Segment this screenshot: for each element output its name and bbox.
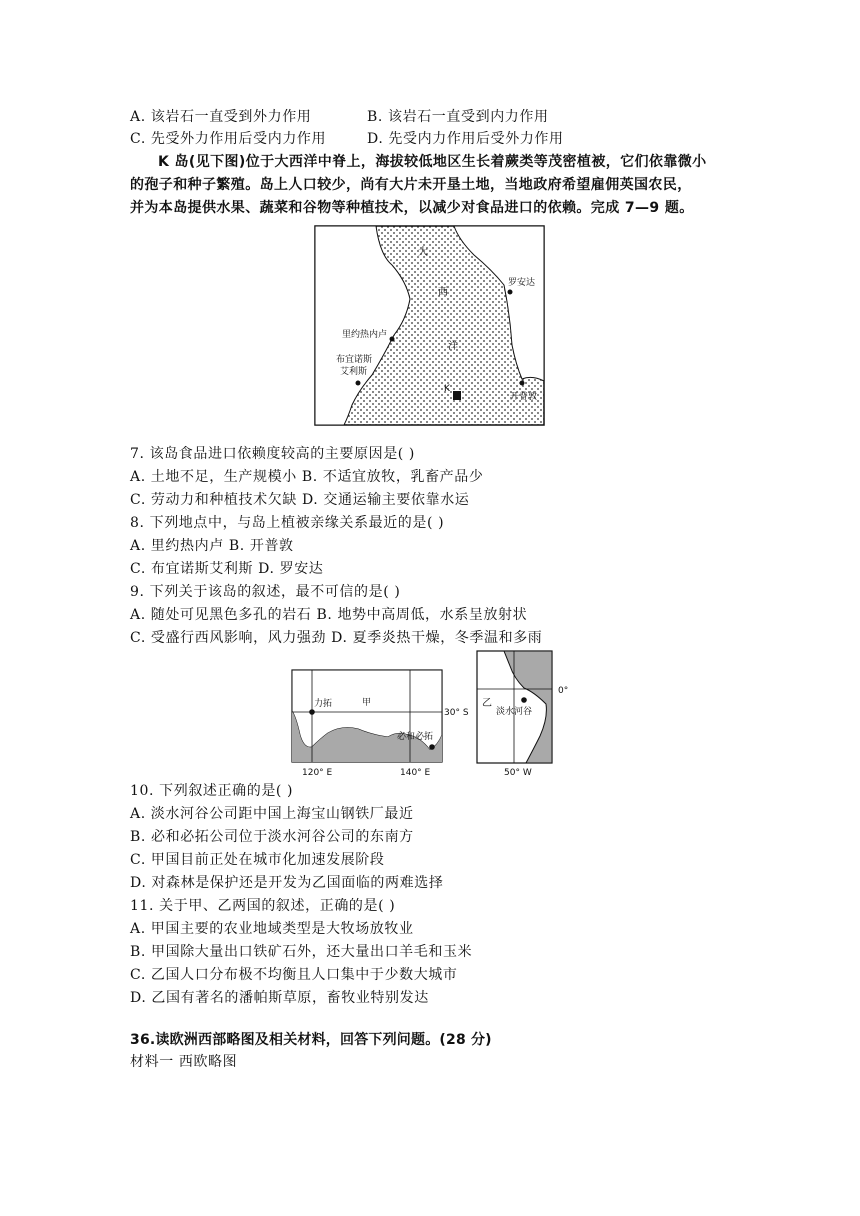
q8-options-ab: A. 里约热内卢 B. 开普敦 bbox=[130, 538, 294, 554]
q7-options-cd: C. 劳动力和种植技术欠缺 D. 交通运输主要依靠水运 bbox=[130, 492, 470, 508]
buenos-aires-label-2: 艾利斯 bbox=[340, 367, 368, 377]
country-yi-label: 乙 bbox=[482, 698, 492, 709]
q8-stem: 8. 下列地点中，与岛上植被亲缘关系最近的是( ) bbox=[130, 515, 445, 531]
ocean-char-2: 西 bbox=[438, 287, 448, 298]
ocean-char-1: 大 bbox=[418, 247, 428, 258]
q8-options-cd: C. 布宜诺斯艾利斯 D. 罗安达 bbox=[130, 561, 324, 577]
q11-option-c: C. 乙国人口分布极不均衡且人口集中于少数大城市 bbox=[130, 967, 458, 983]
vale-label: 淡水河谷 bbox=[496, 707, 533, 717]
rio-tinto-label: 力拓 bbox=[314, 699, 333, 709]
q11-option-b: B. 甲国除大量出口铁矿石外，还大量出口羊毛和玉米 bbox=[130, 944, 473, 960]
q9-options-cd: C. 受盛行西风影响，风力强劲 D. 夏季炎热干燥，冬季温和多雨 bbox=[130, 630, 543, 646]
brazil-map bbox=[474, 648, 584, 784]
q6-option-a: A. 该岩石一直受到外力作用 bbox=[130, 109, 312, 125]
lon-140e-label: 140° E bbox=[400, 768, 431, 778]
q36-stem: 36.读欧洲西部略图及相关材料，回答下列问题。(28 分) bbox=[130, 1032, 492, 1048]
australia-map bbox=[280, 665, 470, 784]
bhp-label: 必和必拓 bbox=[397, 732, 434, 742]
buenos-aires-marker bbox=[356, 381, 361, 386]
luanda-marker bbox=[508, 290, 513, 295]
rio-marker bbox=[390, 337, 395, 342]
q10-option-a: A. 淡水河谷公司距中国上海宝山钢铁厂最近 bbox=[130, 806, 414, 822]
rio-tinto-marker bbox=[309, 709, 315, 715]
lon-120e-label: 120° E bbox=[302, 768, 333, 778]
q11-stem: 11. 关于甲、乙两国的叙述，正确的是( ) bbox=[130, 898, 396, 914]
q36-material: 材料一 西欧略图 bbox=[130, 1054, 238, 1070]
q9-stem: 9. 下列关于该岛的叙述，最不可信的是( ) bbox=[130, 584, 401, 600]
lon-50w-label: 50° W bbox=[504, 768, 532, 778]
buenos-aires-label-1: 布宜诺斯 bbox=[336, 355, 373, 365]
q11-option-a: A. 甲国主要的农业地域类型是大牧场放牧业 bbox=[130, 921, 414, 937]
q6-option-d: D. 先受内力作用后受外力作用 bbox=[367, 131, 564, 147]
south-atlantic-map bbox=[314, 225, 546, 431]
equator-label: 0° bbox=[558, 686, 569, 696]
bhp-marker bbox=[429, 744, 435, 750]
q7-stem: 7. 该岛食品进口依赖度较高的主要原因是( ) bbox=[130, 446, 415, 462]
q11-option-d: D. 乙国有著名的潘帕斯草原，畜牧业特别发达 bbox=[130, 990, 429, 1006]
q10-option-c: C. 甲国目前正处在城市化加速发展阶段 bbox=[130, 852, 385, 868]
rio-label: 里约热内卢 bbox=[342, 330, 388, 340]
intro-line-3: 并为本岛提供水果、蔬菜和谷物等种植技术，以减少对食品进口的依赖。完成 7—9 题。 bbox=[130, 200, 694, 216]
luanda-label: 罗安达 bbox=[508, 278, 536, 288]
cape-town-label: 开普敦 bbox=[510, 392, 538, 402]
vale-marker bbox=[521, 697, 527, 703]
ocean-char-3: 洋 bbox=[448, 341, 458, 352]
intro-line-1: K 岛(见下图)位于大西洋中脊上，海拔较低地区生长着蕨类等茂密植被，它们依靠微小 bbox=[158, 154, 707, 170]
q6-option-b: B. 该岩石一直受到内力作用 bbox=[367, 109, 549, 125]
k-island-label: K bbox=[444, 384, 450, 394]
q10-option-b: B. 必和必拓公司位于淡水河谷公司的东南方 bbox=[130, 829, 414, 845]
q6-option-c: C. 先受外力作用后受内力作用 bbox=[130, 131, 327, 147]
intro-line-2: 的孢子和种子繁殖。岛上人口较少，尚有大片未开垦土地，当地政府希望雇佣英国农民， bbox=[130, 177, 692, 193]
country-jia-label: 甲 bbox=[362, 698, 372, 708]
cape-town-marker bbox=[520, 381, 525, 386]
k-island-marker bbox=[453, 391, 461, 400]
q7-options-ab: A. 土地不足，生产规模小 B. 不适宜放牧，乳畜产品少 bbox=[130, 469, 484, 485]
q10-option-d: D. 对森林是保护还是开发为乙国面临的两难选择 bbox=[130, 875, 444, 891]
q10-stem: 10. 下列叙述正确的是( ) bbox=[130, 783, 294, 799]
q9-options-ab: A. 随处可见黑色多孔的岩石 B. 地势中高周低，水系呈放射状 bbox=[130, 607, 528, 623]
lat-30s-label: 30° S bbox=[444, 708, 469, 718]
